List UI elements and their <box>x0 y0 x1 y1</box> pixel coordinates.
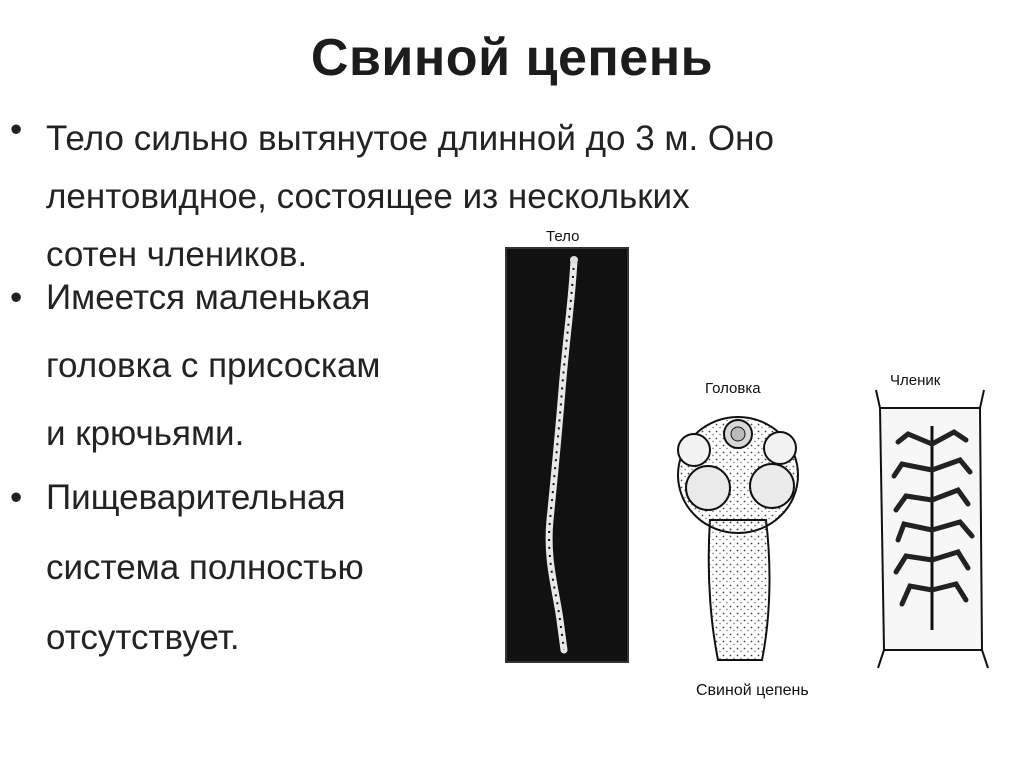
bullet-text-line: Имеется маленькая <box>46 278 371 317</box>
bullet-marker: • <box>10 110 23 149</box>
bullet-text-line: Тело сильно вытянутое длинной до 3 м. Оно <box>46 119 774 158</box>
segment-drawing <box>876 390 988 668</box>
bullet-text-line: система полностью <box>46 548 364 587</box>
bullet-text-line: отсутствует. <box>46 618 240 657</box>
bullet-text-line: головка с присоскам <box>46 346 381 385</box>
body-panel <box>506 248 628 662</box>
bullet-text-line: и крючьями. <box>46 414 245 453</box>
bullet-text-line: сотен члеников. <box>46 235 308 274</box>
tapeworm-illustration <box>470 220 1024 767</box>
scolex-drawing <box>678 417 798 660</box>
bullet-text-line: Пищеварительная <box>46 478 346 517</box>
slide-title: Свиной цепень <box>310 29 714 87</box>
figure-label-segment: Членик <box>890 372 941 389</box>
bullet-marker: • <box>10 478 23 517</box>
bullet-text-line: лентовидное, состоящее из нескольких <box>46 177 690 216</box>
bullet-marker: • <box>10 278 23 317</box>
figure-label-head: Головка <box>705 380 761 397</box>
figure-label-body: Тело <box>546 228 580 245</box>
figure-caption: Свиной цепень <box>696 682 809 699</box>
